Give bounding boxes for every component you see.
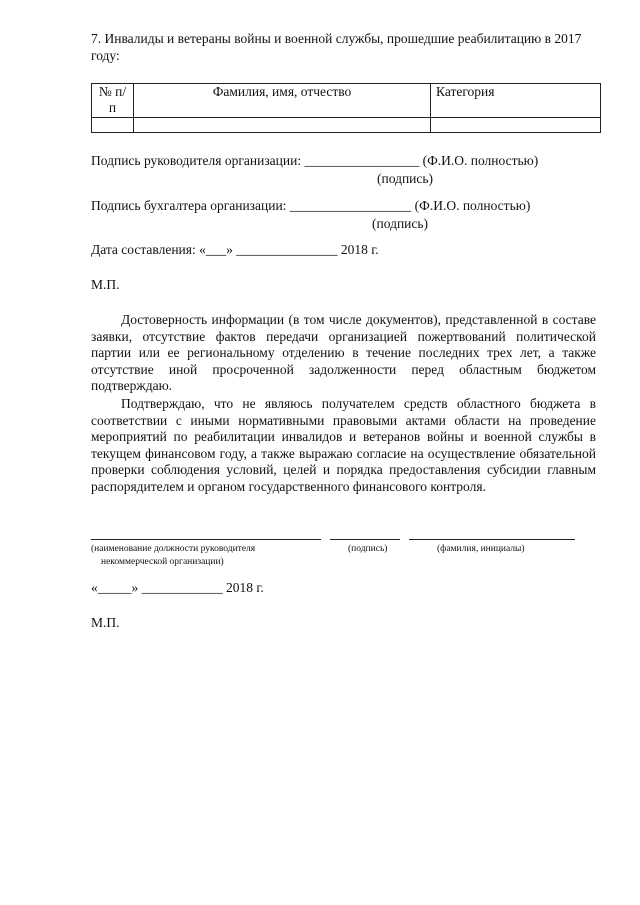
accountant-signature-line: Подпись бухгалтера организации: __________________ (Ф.И.О. полностью): [91, 198, 531, 213]
seal-mark: М.П.: [91, 277, 120, 292]
table-cell: [431, 118, 601, 133]
confirmation-paragraph: Достоверность информации (в том числе документов), представленной в составе заявки, отсутствие фактов передачи организацией пожертвований политической партии или ее региональному отделению в течение последних трех лет, а также отсутствие иной просроченной задолженности перед областным бюджетом подтверждаю.: [91, 312, 596, 393]
veterans-table: [91, 83, 601, 133]
signature-rule: [330, 539, 400, 540]
position-caption-continued: некоммерческой организации): [101, 557, 224, 567]
table-cell: [134, 118, 431, 133]
name-rule: [409, 539, 575, 540]
head-signature-line: Подпись руководителя организации: _________________ (Ф.И.О. полностью): [91, 153, 539, 168]
accountant-signature-caption: (подпись): [372, 216, 429, 231]
table-header-row: [92, 84, 601, 118]
table-row: [92, 118, 601, 133]
col-header-number: № п/п: [92, 84, 134, 118]
footer-seal-mark: М.П.: [91, 615, 120, 630]
signature-caption: (подпись): [348, 544, 388, 554]
head-signature-caption: (подпись): [377, 171, 434, 186]
position-caption: (наименование должности руководителя: [91, 544, 256, 554]
position-rule: [91, 539, 321, 540]
date-line: Дата составления: «___» _______________ 2018 г.: [91, 242, 379, 257]
consent-paragraph: Подтверждаю, что не являюсь получателем средств областного бюджета в соответствии с иными нормативными правовыми актами области на проведение мероприятий по реабилитации инвалидов и ветеранов войны и военной службы в текущем финансовом году, а также выражаю согласие на осуществление обязательной проверки соблюдения условий, целей и порядка предоставления субсидии главным распорядителем и органом государственного финансового контроля.: [91, 396, 596, 494]
col-header-category: Категория: [431, 84, 601, 118]
col-header-full-name: Фамилия, имя, отчество: [134, 84, 431, 118]
name-caption: (фамилия, инициалы): [437, 544, 525, 554]
table-cell: [92, 118, 134, 133]
section-title: 7. Инвалиды и ветераны войны и военной службы, прошедшие реабилитацию в 2017 году:: [91, 31, 582, 63]
footer-date-line: «_____» ____________ 2018 г.: [91, 580, 264, 595]
